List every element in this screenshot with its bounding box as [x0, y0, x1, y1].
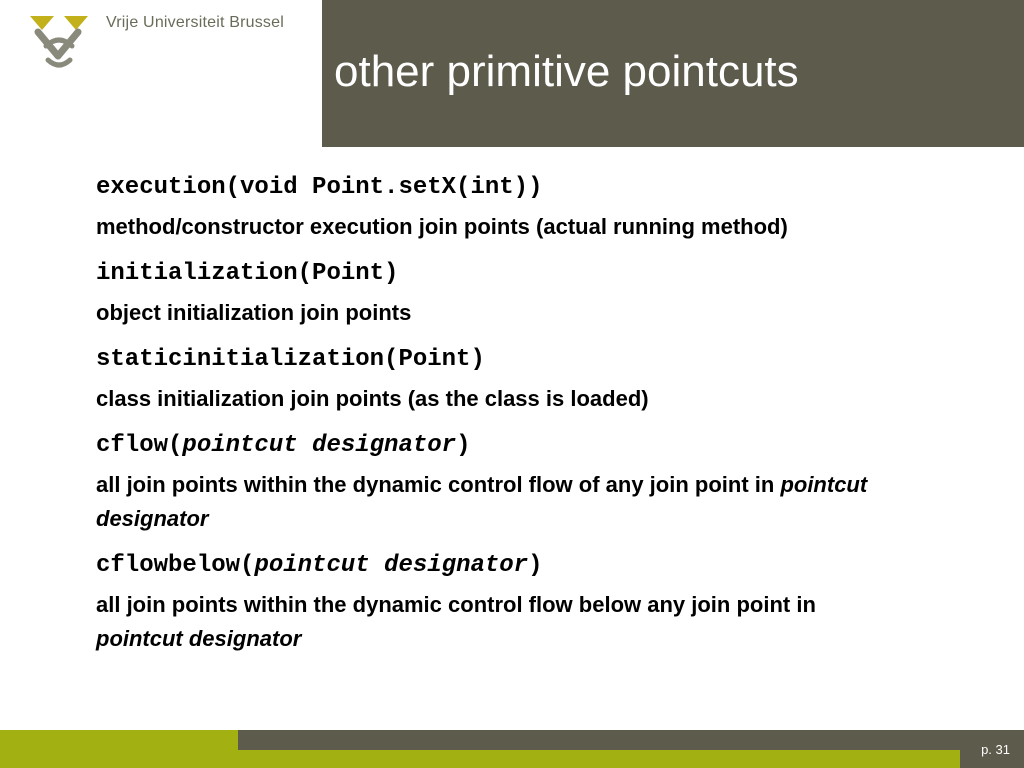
- slide-title: other primitive pointcuts: [334, 47, 799, 96]
- pointcut-code: [96, 550, 926, 582]
- pointcut-code-prefix: cflowbelow(: [96, 552, 255, 579]
- page-number-box: [960, 730, 1024, 768]
- pointcut-code-suffix: ): [528, 552, 543, 579]
- logo-area: [0, 0, 322, 110]
- slide-content: [96, 172, 926, 670]
- pointcut-description: object initialization join points: [96, 300, 412, 325]
- pointcut-description: class initialization join points (as the class is loaded): [96, 386, 649, 411]
- pointcut-item-cflow: [96, 430, 926, 536]
- pointcut-description-text: all join points within the dynamic control flow below any join point in: [96, 592, 816, 617]
- footer-strip: [238, 730, 960, 750]
- pointcut-code-prefix: cflow(: [96, 432, 183, 459]
- pointcut-description: method/constructor execution join points (actual running method): [96, 214, 788, 239]
- pointcut-item-staticinitialization: [96, 344, 926, 416]
- pointcut-description-argument: pointcut designator: [96, 626, 302, 651]
- pointcut-description-argument: pointcut designator: [96, 472, 868, 531]
- vub-logo-icon: [24, 14, 94, 70]
- pointcut-item-initialization: [96, 258, 926, 330]
- pointcut-description-text: all join points within the dynamic control flow of any join point in: [96, 472, 781, 497]
- pointcut-code: execution(void Point.setX(int)): [96, 174, 543, 201]
- pointcut-code-argument: pointcut designator: [182, 432, 457, 459]
- pointcut-item-execution: [96, 172, 926, 244]
- pointcut-code-suffix: ): [456, 432, 471, 459]
- pointcut-code: initialization(Point): [96, 260, 399, 287]
- university-name: Vrije Universiteit Brussel: [106, 14, 284, 31]
- pointcut-description: [96, 468, 896, 536]
- pointcut-code: [96, 430, 926, 462]
- page-number: p. 31: [981, 742, 1010, 757]
- pointcut-code: staticinitialization(Point): [96, 346, 485, 373]
- pointcut-code-argument: pointcut designator: [254, 552, 529, 579]
- title-bar: [322, 0, 1024, 147]
- pointcut-item-cflowbelow: [96, 550, 926, 656]
- pointcut-description: [96, 588, 896, 656]
